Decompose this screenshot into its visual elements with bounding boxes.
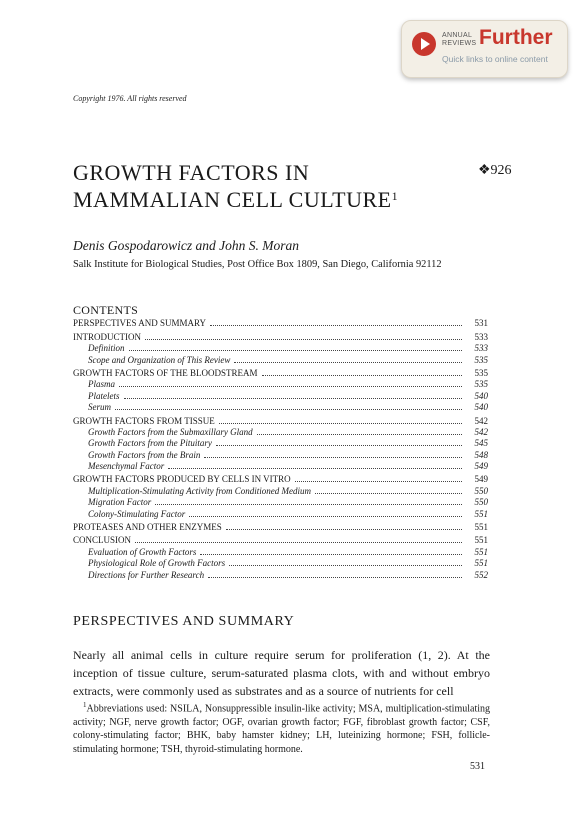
- footnote-text: Abbreviations used: NSILA, Nonsuppressible insulin-like activity; MSA, multiplication-stimulating activity; NGF, nerve growth factor; OGF, ovarian growth factor; FGF, fibroblast growth factor; CSF, colony-stimulating factor; BHK, baby hamster kidney; LH, luteinizing hormone; FSH, follicle-stimulating hormone; TSH, thyroid-stimulating hormone.: [73, 703, 490, 755]
- toc-entry-label: Growth Factors from the Pituitary: [88, 438, 212, 449]
- toc-entry-page: 550: [474, 485, 488, 496]
- toc-entry-page: 551: [474, 546, 488, 557]
- toc-entry-label: PERSPECTIVES AND SUMMARY: [73, 318, 207, 329]
- play-icon: [412, 32, 436, 56]
- toc-entry-page: 551: [474, 558, 488, 569]
- toc-entry-page: 551: [474, 535, 488, 546]
- toc-entry-label: PROTEASES AND OTHER ENZYMES: [73, 522, 222, 533]
- toc-entry-label: Migration Factor: [88, 497, 152, 508]
- toc-entry-label: Plasma: [88, 379, 115, 390]
- toc-entry[interactable]: [73, 415, 488, 426]
- toc-entry-page: 542: [474, 415, 488, 426]
- toc-leader-dots: [216, 444, 462, 446]
- toc-entry-page: 531: [474, 318, 488, 329]
- toc-entry[interactable]: [73, 402, 488, 413]
- toc-leader-dots: [234, 361, 462, 363]
- toc-entry-label: GROWTH FACTORS FROM TISSUE: [73, 415, 215, 426]
- toc-leader-dots: [210, 324, 462, 326]
- toc-entry[interactable]: [73, 331, 488, 342]
- body-paragraph: Nearly all animal cells in culture require serum for proliferation (1, 2). At the inception of tissue culture, serum-saturated plasma clots, with and without embryo extracts, were commonly used as substrates and as a source of nutrients for cell: [73, 648, 490, 698]
- toc-entry-label: Colony-Stimulating Factor: [88, 508, 186, 519]
- toc-entry[interactable]: [73, 343, 488, 354]
- annual-reviews-further-badge[interactable]: [401, 20, 568, 78]
- toc-leader-dots: [226, 528, 462, 530]
- badge-publisher: ANNUAL REVIEWS: [442, 32, 477, 47]
- copyright-notice: Copyright 1976. All rights reserved: [73, 94, 187, 103]
- toc-entry-page: 535: [474, 367, 488, 378]
- toc-entry-label: Directions for Further Research: [88, 569, 205, 580]
- toc-entry-page: 551: [474, 522, 488, 533]
- title-footnote-mark: 1: [391, 189, 399, 203]
- toc-entry-page: 533: [474, 331, 488, 342]
- page-number: 531: [470, 761, 485, 772]
- toc-entry[interactable]: [73, 497, 488, 508]
- toc-entry-label: CONCLUSION: [73, 535, 132, 546]
- toc-leader-dots: [145, 338, 462, 340]
- toc-entry[interactable]: [73, 535, 488, 546]
- toc-entry[interactable]: [73, 390, 488, 401]
- badge-brand: Further: [479, 26, 553, 49]
- toc-entry[interactable]: [73, 427, 488, 438]
- toc-entry-page: 540: [474, 402, 488, 413]
- toc-entry-page: 549: [474, 474, 488, 485]
- toc-entry-page: 533: [474, 343, 488, 354]
- toc-entry[interactable]: [73, 354, 488, 365]
- toc-entry[interactable]: [73, 546, 488, 557]
- toc-entry-label: Platelets: [88, 390, 120, 401]
- toc-entry[interactable]: [73, 438, 488, 449]
- toc-leader-dots: [168, 467, 462, 469]
- toc-leader-dots: [124, 397, 463, 399]
- toc-entry[interactable]: [73, 318, 488, 329]
- toc-entry-label: INTRODUCTION: [73, 331, 141, 342]
- toc-entry-page: 535: [474, 354, 488, 365]
- toc-entry[interactable]: [73, 461, 488, 472]
- toc-leader-dots: [189, 515, 462, 517]
- toc-entry-page: 548: [474, 449, 488, 460]
- toc-entry-page: 545: [474, 438, 488, 449]
- toc-leader-dots: [262, 374, 462, 376]
- toc-entry-label: Definition: [88, 343, 125, 354]
- toc-entry-page: 549: [474, 461, 488, 472]
- toc-leader-dots: [229, 564, 462, 566]
- badge-tagline: Quick links to online content: [442, 54, 548, 64]
- title-line-2: MAMMALIAN CELL CULTURE$^1$: [73, 187, 399, 212]
- toc-entry[interactable]: [73, 558, 488, 569]
- contents-heading: CONTENTS: [73, 303, 139, 317]
- title-line-1: GROWTH FACTORS IN: [73, 160, 310, 185]
- table-of-contents: [73, 318, 488, 581]
- toc-entry-label: Serum: [88, 402, 111, 413]
- toc-entry-page: 552: [474, 569, 488, 580]
- affiliation: Salk Institute for Biological Studies, Post Office Box 1809, San Diego, California 92112: [73, 259, 442, 270]
- toc-entry[interactable]: [73, 522, 488, 533]
- article-code: ❖926: [478, 163, 512, 178]
- toc-leader-dots: [115, 408, 462, 410]
- toc-leader-dots: [200, 553, 462, 555]
- toc-entry-label: Growth Factors from the Submaxillary Gland: [88, 426, 253, 437]
- toc-entry[interactable]: [73, 508, 488, 519]
- article-title: [73, 159, 398, 213]
- toc-entry[interactable]: [73, 569, 488, 580]
- toc-leader-dots: [155, 503, 462, 505]
- toc-entry-page: 542: [474, 426, 488, 437]
- toc-entry-label: Scope and Organization of This Review: [88, 354, 231, 365]
- toc-entry-page: 535: [474, 379, 488, 390]
- toc-entry-page: 540: [474, 390, 488, 401]
- toc-leader-dots: [135, 541, 462, 543]
- toc-leader-dots: [119, 385, 462, 387]
- toc-leader-dots: [129, 349, 463, 351]
- toc-leader-dots: [208, 576, 462, 578]
- toc-entry-label: Evaluation of Growth Factors: [88, 546, 197, 557]
- toc-entry[interactable]: [73, 379, 488, 390]
- toc-entry-label: GROWTH FACTORS OF THE BLOODSTREAM: [73, 367, 258, 378]
- toc-entry-label: Growth Factors from the Brain: [88, 449, 201, 460]
- section-heading: PERSPECTIVES AND SUMMARY: [73, 614, 295, 629]
- toc-entry-label: GROWTH FACTORS PRODUCED BY CELLS IN VITRO: [73, 474, 291, 485]
- toc-entry-label: Mesenchymal Factor: [88, 461, 165, 472]
- toc-entry[interactable]: [73, 474, 488, 485]
- authors: Denis Gospodarowicz and John S. Moran: [73, 238, 299, 253]
- footnote: [73, 699, 490, 756]
- toc-entry-label: Multiplication-Stimulating Activity from Conditioned Medium: [88, 485, 311, 496]
- toc-entry[interactable]: [73, 485, 488, 496]
- toc-entry[interactable]: [73, 368, 488, 379]
- toc-leader-dots: [315, 492, 462, 494]
- toc-leader-dots: [219, 422, 462, 424]
- toc-leader-dots: [295, 480, 462, 482]
- footnote-mark: 1: [83, 701, 87, 709]
- toc-leader-dots: [204, 456, 462, 458]
- toc-entry[interactable]: [73, 449, 488, 460]
- toc-entry-page: 550: [474, 497, 488, 508]
- toc-entry-page: 551: [474, 508, 488, 519]
- toc-leader-dots: [257, 433, 462, 435]
- toc-entry-label: Physiological Role of Growth Factors: [88, 558, 226, 569]
